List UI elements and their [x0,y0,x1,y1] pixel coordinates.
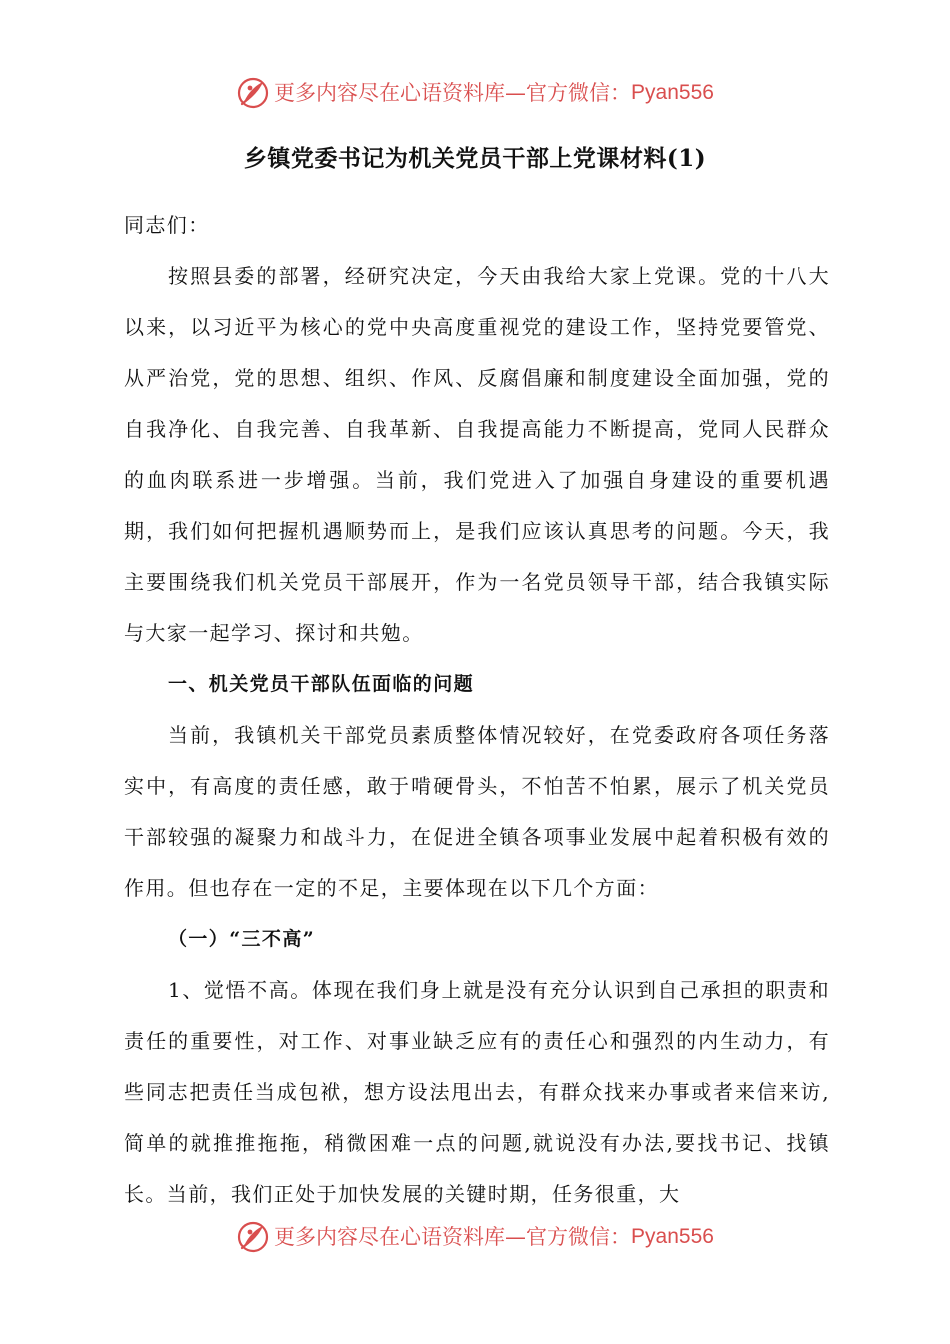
subsection-heading: （一）“三不高” [168,928,316,950]
section-heading: 一、机关党员干部队伍面临的问题 [168,673,475,695]
salutation: 同志们： [124,213,210,237]
watermark-wechat-id: Pyan556 [631,1225,714,1248]
pen-logo-icon [236,1220,270,1254]
paragraph-awareness: 1、觉悟不高。体现在我们身上就是没有充分认识到自己承担的职责和责任的重要性，对工作、对事业缺乏应有的责任心和强烈的内生动力，有些同志把责任当成包袱，想方设法甩出去，有群众找来办事或者来信来访,简单的就推推拖拖，稍微困难一点的问题,就说没有办法,要找书记、找镇长。当前，我们正处于加快发展的关键时期，任务很重，大 [124,978,830,1206]
paragraph-overview: 当前，我镇机关干部党员素质整体情况较好，在党委政府各项任务落实中，有高度的责任感，敢于啃硬骨头，不怕苦不怕累，展示了机关党员干部较强的凝聚力和战斗力，在促进全镇各项事业发展中起着积极有效的作用。但也存在一定的不足，主要体现在以下几个方面： [124,723,830,900]
document-body [124,200,830,1220]
watermark-text: 更多内容尽在心语资料库—官方微信： [274,81,632,105]
pen-logo-icon [236,76,270,110]
paragraph-intro: 按照县委的部署，经研究决定，今天由我给大家上党课。党的十八大以来，以习近平为核心的党中央高度重视党的建设工作，坚持党要管党、从严治党，党的思想、组织、作风、反腐倡廉和制度建设全面加强，党的自我净化、自我完善、自我革新、自我提高能力不断提高，党同人民群众的血肉联系进一步增强。当前，我们党进入了加强自身建设的重要机遇期，我们如何把握机遇顺势而上，是我们应该认真思考的问题。今天，我主要围绕我们机关党员干部展开，作为一名党员领导干部，结合我镇实际与大家一起学习、探讨和共勉。 [124,264,830,645]
document-title: 乡镇党委书记为机关党员干部上党课材料(1) [243,145,707,172]
watermark-header [0,72,950,112]
watermark-text: 更多内容尽在心语资料库—官方微信： [274,1225,632,1249]
watermark-wechat-id: Pyan556 [631,81,714,104]
watermark-footer [0,1216,950,1256]
